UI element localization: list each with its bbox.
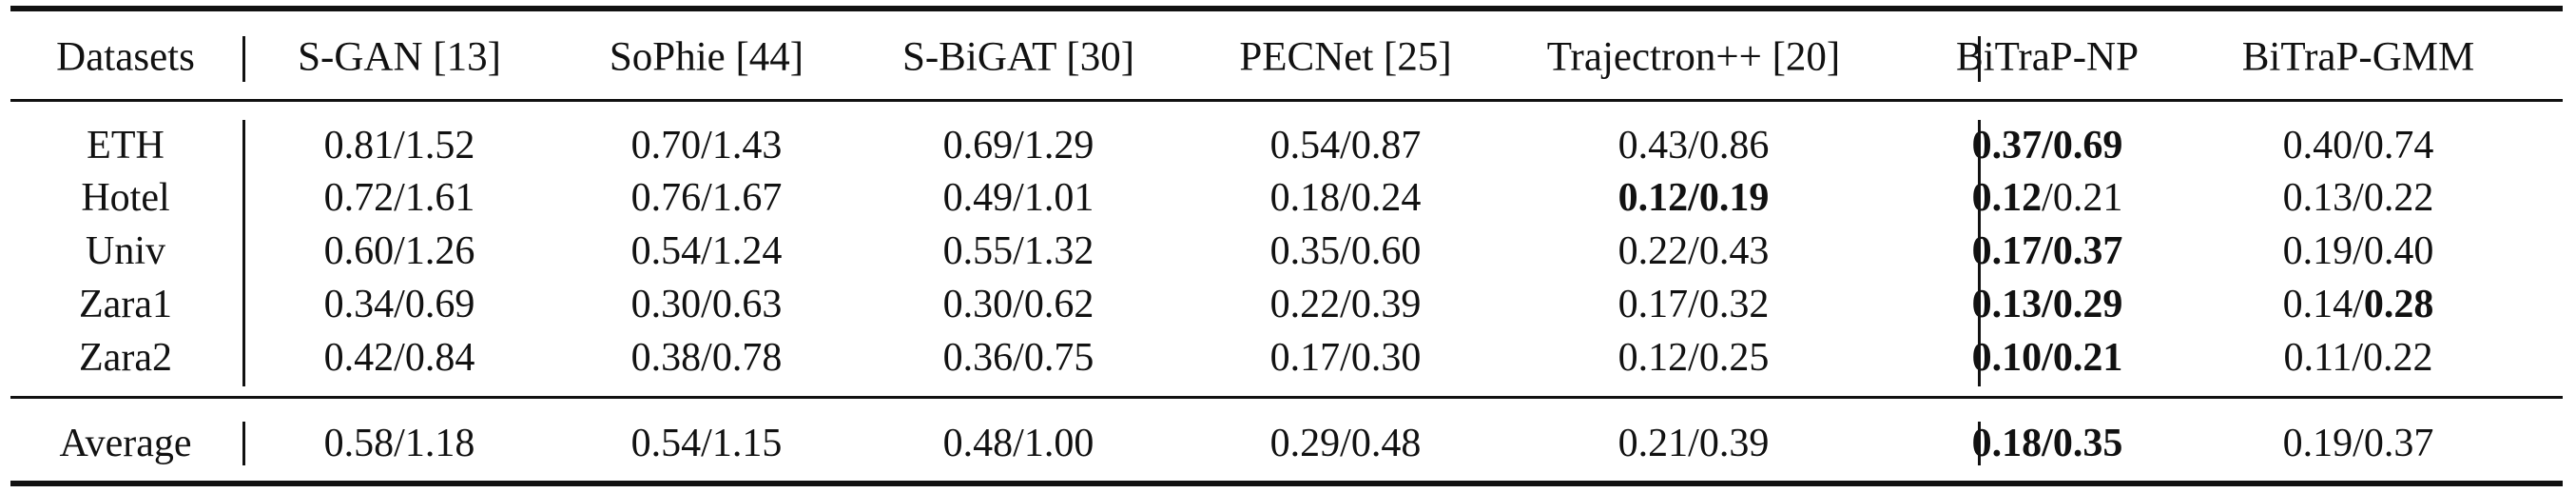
cell-value-part: 0.43/0.86 (1617, 124, 1770, 168)
table-cell (1972, 178, 2123, 218)
table-cell (2283, 126, 2434, 166)
cell-value-part: 0.13/0.29 (1971, 283, 2123, 326)
table-cell (631, 285, 783, 325)
cell-value-part: 0.60/1.26 (323, 229, 475, 273)
cell-value-part: 0.35/0.60 (1269, 229, 1422, 273)
table-cell (631, 338, 783, 378)
table-bottom-rule (10, 481, 2563, 486)
average-cell (1618, 424, 1770, 463)
cell-value-part: 0.19/0.37 (2282, 422, 2434, 465)
cell-value-part: 0.42/0.84 (323, 336, 475, 380)
header-rule (10, 99, 2563, 102)
dataset-label: Zara2 (79, 336, 172, 380)
table-cell (1972, 285, 2123, 325)
column-header: BiTraP-NP (1956, 34, 2139, 80)
cell-value-part: 0.49/1.01 (942, 176, 1094, 220)
cell-value-part: 0.28 (2363, 283, 2434, 326)
table-cell (1270, 338, 1422, 378)
column-header: Trajectron++ [20] (1546, 34, 1841, 80)
cell-value-part: 0.40/0.74 (2282, 124, 2434, 168)
cell-value-part: 0.69/1.29 (942, 124, 1094, 168)
cell-value-part: 0.72/1.61 (323, 176, 475, 220)
dataset-label: Univ (86, 229, 165, 273)
table-cell (943, 338, 1094, 378)
table-cell (324, 178, 475, 218)
cell-value-part: 0.30/0.62 (942, 283, 1094, 326)
table-cell (943, 285, 1094, 325)
dataset-label: Zara1 (79, 283, 172, 326)
cell-value-part: 0.30/0.63 (630, 283, 783, 326)
table-cell (324, 126, 475, 166)
table-cell (1270, 231, 1422, 271)
body-divider-left (242, 120, 245, 386)
column-header: S-BiGAT [30] (901, 34, 1135, 80)
table-cell (631, 126, 783, 166)
cell-value-part: 0.14/ (2282, 283, 2364, 326)
cell-value-part: 0.10/0.21 (1971, 336, 2123, 380)
column-header: PECNet [25] (1239, 34, 1452, 80)
cell-value-part: 0.38/0.78 (630, 336, 783, 380)
cell-value-part: 0.17/0.30 (1269, 336, 1422, 380)
table-cell (2283, 338, 2432, 378)
table-cell (1972, 126, 2123, 166)
cell-value-part: 0.11/0.22 (2283, 336, 2433, 380)
cell-value-part: 0.55/1.32 (942, 229, 1094, 273)
average-cell (324, 424, 475, 463)
cell-value-part: 0.12/0.19 (1617, 176, 1770, 220)
cell-value-part: 0.48/1.00 (942, 422, 1094, 465)
cell-value-part: 0.37/0.69 (1971, 124, 2123, 168)
table-cell (1618, 338, 1770, 378)
cell-value-part: 0.29/0.48 (1269, 422, 1422, 465)
table-cell (1618, 231, 1770, 271)
table-cell (631, 178, 783, 218)
cell-value-part: 0.81/1.52 (323, 124, 475, 168)
cell-value-part: 0.12/0.25 (1617, 336, 1770, 380)
average-label: Average (59, 422, 192, 465)
cell-value-part: 0.18/0.35 (1971, 422, 2123, 465)
cell-value-part: 0.70/1.43 (630, 124, 783, 168)
cell-value-part: 0.58/1.18 (323, 422, 475, 465)
cell-value-part: 0.76/1.67 (630, 176, 783, 220)
table-cell (324, 285, 475, 325)
table-cell (324, 231, 475, 271)
average-cell (2283, 424, 2434, 463)
table-cell (324, 338, 475, 378)
table-cell (1618, 178, 1770, 218)
table-top-rule (10, 6, 2563, 11)
table-cell (1618, 126, 1770, 166)
cell-value-part: 0.54/0.87 (1269, 124, 1422, 168)
average-cell (1972, 424, 2123, 463)
column-header: S-GAN [13] (298, 34, 501, 80)
average-cell (943, 424, 1094, 463)
cell-value-part: 0.18/0.24 (1269, 176, 1422, 220)
column-header: SoPhie [44] (609, 34, 804, 80)
average-cell (1270, 424, 1422, 463)
cell-value-part: 0.34/0.69 (323, 283, 475, 326)
cell-value-part: 0.36/0.75 (942, 336, 1094, 380)
average-rule (10, 396, 2563, 399)
table-cell (943, 231, 1094, 271)
header-divider-left (242, 36, 245, 82)
cell-value-part: 0.22/0.39 (1269, 283, 1422, 326)
cell-value-part: /0.21 (2042, 176, 2123, 220)
cell-value-part: 0.22/0.43 (1617, 229, 1770, 273)
table-cell (1972, 231, 2123, 271)
cell-value-part: 0.21/0.39 (1617, 422, 1770, 465)
average-divider-left (242, 422, 245, 465)
dataset-label: Hotel (81, 176, 170, 220)
table-cell (943, 126, 1094, 166)
column-header: Datasets (56, 34, 195, 80)
cell-value-part: 0.17/0.32 (1617, 283, 1770, 326)
table-cell (2283, 285, 2434, 325)
table-cell (2283, 178, 2434, 218)
table-cell (2283, 231, 2434, 271)
cell-value-part: 0.54/1.24 (630, 229, 783, 273)
cell-value-part: 0.13/0.22 (2282, 176, 2434, 220)
dataset-label: ETH (87, 124, 165, 168)
column-header: BiTraP-GMM (2241, 34, 2475, 80)
table-cell (1972, 338, 2123, 378)
table-cell (943, 178, 1094, 218)
table-cell (1270, 126, 1422, 166)
average-cell (631, 424, 783, 463)
table-cell (1270, 178, 1422, 218)
cell-value-part: 0.12 (1971, 176, 2043, 220)
table-cell (1270, 285, 1422, 325)
cell-value-part: 0.17/0.37 (1971, 229, 2123, 273)
table-cell (631, 231, 783, 271)
table-cell (1618, 285, 1770, 325)
cell-value-part: 0.54/1.15 (630, 422, 783, 465)
cell-value-part: 0.19/0.40 (2282, 229, 2434, 273)
